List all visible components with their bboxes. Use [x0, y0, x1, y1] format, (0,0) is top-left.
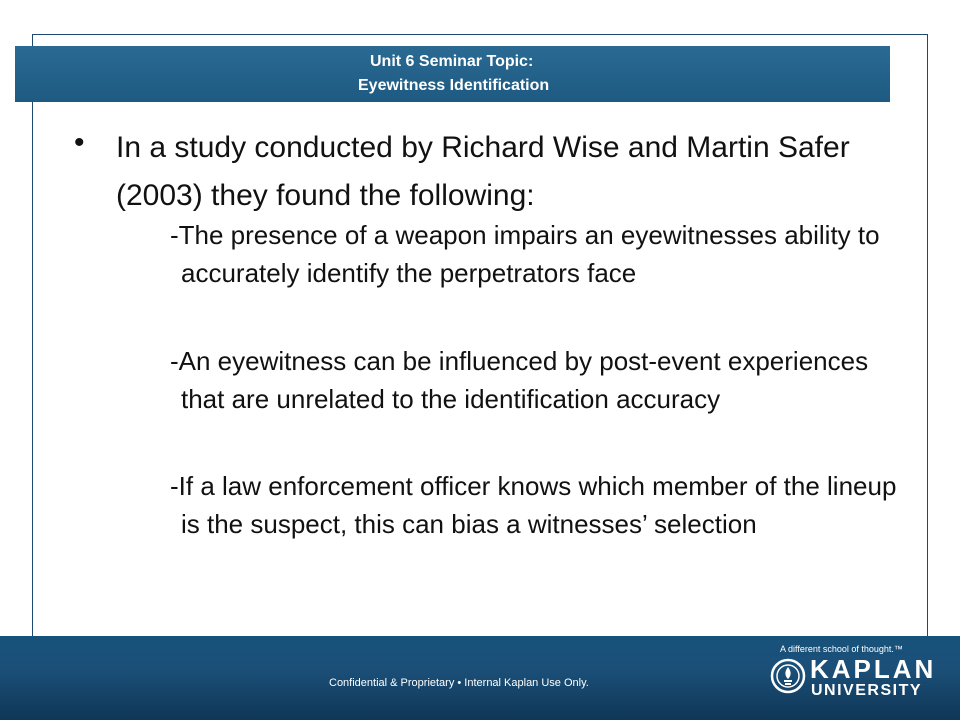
sub-point-weapon: -The presence of a weapon impairs an eyewitnesses ability to accurately identify the perpetrators face [170, 220, 880, 288]
university-logo-text: UNIVERSITY [811, 682, 923, 699]
slide-title-line1: Unit 6 Seminar Topic: [370, 53, 534, 70]
kaplan-logo-text: KAPLAN [810, 654, 937, 684]
sub-point-lineup-bias: -If a law enforcement officer knows which member of the lineup is the suspect, this can bias a witnesses’ selection [170, 471, 897, 539]
kaplan-tagline: A different school of thought.™ [780, 644, 903, 654]
slide-title-line2: Eyewitness Identification [358, 77, 550, 94]
bullet-marker: • [74, 126, 85, 159]
confidential-notice: Confidential & Proprietary • Internal Kaplan Use Only. [329, 677, 589, 689]
sub-point-post-event: -An eyewitness can be influenced by post-event experiences that are unrelated to the identification accuracy [170, 346, 869, 414]
kaplan-seal-icon [770, 656, 806, 696]
footer-bar [0, 636, 960, 720]
slide-title-bar [15, 46, 890, 102]
main-bullet-text: In a study conducted by Richard Wise and Martin Safer (2003) they found the following: [116, 131, 850, 212]
